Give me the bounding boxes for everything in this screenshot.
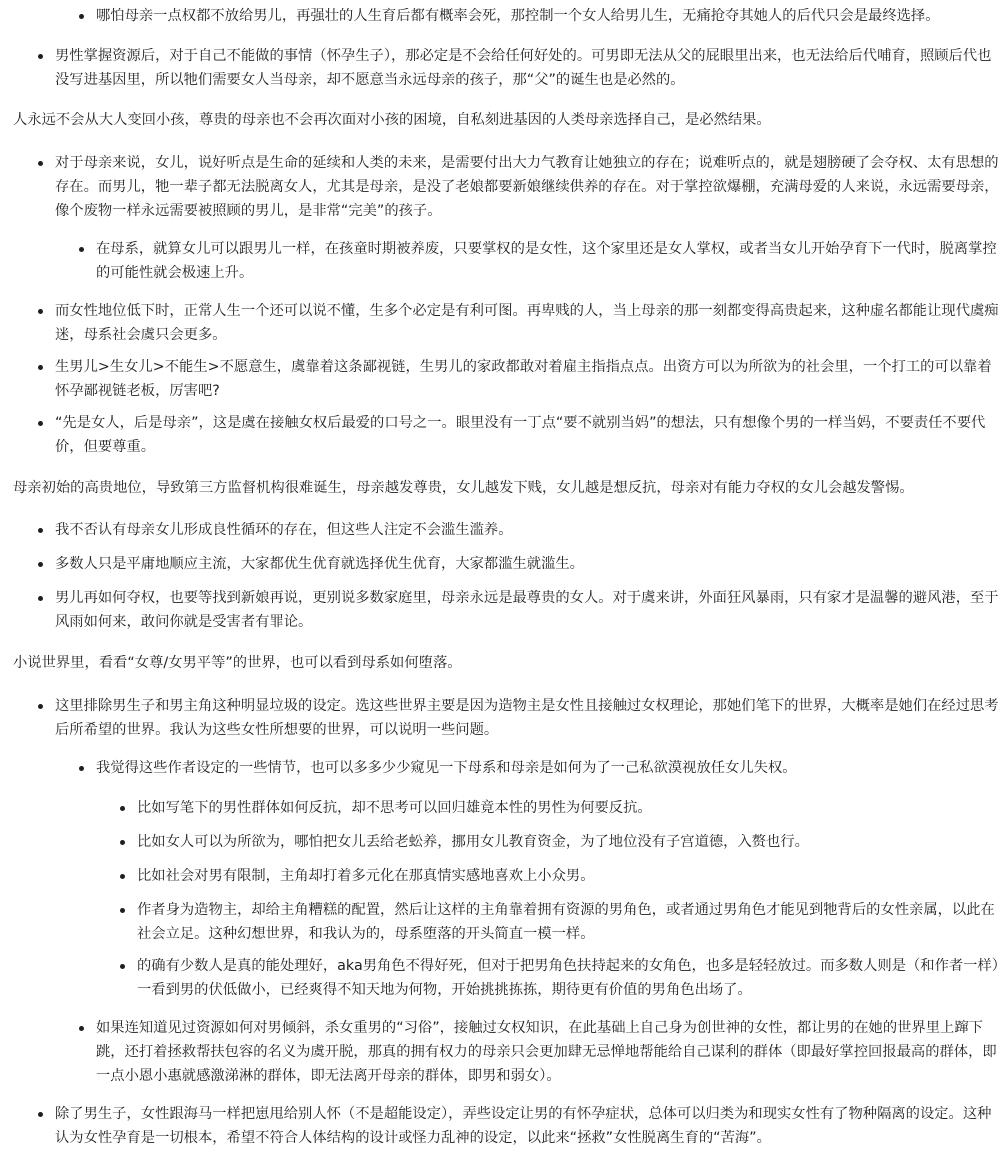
paragraph-text: 小说世界里，看看“女尊/女男平等”的世界，也可以看到母系如何堕落。	[13, 655, 462, 671]
paragraph-text: 人永远不会从大人变回小孩，尊贵的母亲也不会再次面对小孩的困境，自私刻进基因的人类母亲选择自己，是必然结果。	[13, 112, 771, 128]
list-item-level-1	[55, 151, 1003, 223]
bullet-icon	[79, 766, 84, 771]
list-item-level-1	[55, 586, 1003, 634]
paragraph	[13, 651, 1003, 675]
list-item-level-3	[137, 898, 1001, 946]
bullet-icon	[38, 1112, 43, 1117]
list-item-text: 比如女人可以为所欲为，哪怕把女儿丢给老蚣养，挪用女儿教育资金，为了地位没有子宫道德，入赘也行。	[137, 834, 809, 850]
list-item-level-2	[96, 4, 1001, 28]
list-item-text: 对于母亲来说，女儿，说好听点是生命的延续和人类的未来，是需要付出大力气教育让她独立的存在；说难听点的，就是翅膀硬了会夺权、太有思想的存在。而男儿，牠一辈子都无法脱离女人，尤其是母亲，是没了老娘都要新娘继续供养的存在。对于掌控欲爆棚，充满母爱的人来说，永远需要母亲，像个废物一样永远需要被照顾的男儿，是非常“完美”的孩子。	[55, 155, 999, 219]
bullet-icon	[38, 421, 43, 426]
bullet-icon	[38, 54, 43, 59]
bullet-icon	[38, 562, 43, 567]
bullet-icon	[38, 704, 43, 709]
bullet-icon	[38, 596, 43, 601]
list-item-text: 男性掌握资源后，对于自己不能做的事情（怀孕生子），那必定是不会给任何好处的。可男即无法从父的屁眼里出来，也无法给后代哺育，照顾后代也没写进基因里，所以牠们需要女人当母亲，却不愿意当永远母亲的孩子，那“父”的诞生也是必然的。	[55, 48, 992, 88]
list-item-level-3	[137, 864, 1001, 888]
list-item-text: 作者身为造物主，却给主角糟糕的配置，然后让这样的主角靠着拥有资源的男角色，或者通过男角色才能见到牠背后的女性亲属，以此在社会立足。这种幻想世界，和我认为的，母系堕落的开头简直一模一样。	[137, 902, 995, 942]
list-item-text: 我不否认有母亲女儿形成良性循环的存在，但这些人注定不会滥生滥养。	[55, 522, 513, 538]
bullet-icon	[120, 964, 125, 969]
list-item-level-1	[55, 44, 1003, 92]
list-item-level-1	[55, 411, 1003, 459]
list-item-level-1	[55, 299, 1003, 347]
list-item-text: 这里排除男生子和男主角这种明显垃圾的设定。选这些世界主要是因为造物主是女性且接触过女权理论，那她们笔下的世界，大概率是她们在经过思考后所希望的世界。我认为这些女性所想要的世界，可以说明一些问题。	[55, 698, 999, 738]
list-item-level-2	[96, 237, 1001, 285]
list-item-level-1	[55, 1102, 1003, 1150]
list-item-level-1	[55, 552, 1003, 576]
list-item-text: 我觉得这些作者设定的一些情节，也可以多多少少窥见一下母系和母亲是如何为了一己私欲漠视放任女儿失权。	[96, 760, 797, 776]
list-item-text: 除了男生子，女性跟海马一样把崽甩给别人怀（不是超能设定），弄些设定让男的有怀孕症状，总体可以归类为和现实女性有了物种隔离的设定。这种认为女性孕育是一切根本，希望不符合人体结构的设计或怪力乱神的设定，以此来“拯救”女性脱离生育的“苦海”。	[55, 1106, 992, 1146]
list-item-level-1	[55, 694, 1003, 742]
list-item-text: 的确有少数人是真的能处理好，aka男角色不得好死，但对于把男角色扶持起来的女角色，也多是轻轻放过。而多数人则是（和作者一样）一看到男的伏低做小，已经爽得不知天地为何物，开始挑挑拣拣，期待更有价值的男角色出场了。	[137, 958, 999, 998]
list-item-level-3	[137, 830, 1001, 854]
bullet-icon	[79, 247, 84, 252]
paragraph	[13, 108, 1003, 132]
bullet-icon	[79, 1026, 84, 1031]
list-item-level-3	[137, 954, 1001, 1002]
list-item-level-3	[137, 796, 1001, 820]
bullet-icon	[120, 874, 125, 879]
list-item-text: 生男儿>生女儿>不能生>不愿意生，虞靠着这条鄙视链，生男儿的家政都敢对着雇主指指点点。出资方可以为所欲为的社会里，一个打工的可以靠着怀孕鄙视链老板，厉害吧?	[55, 359, 992, 399]
list-item-level-1	[55, 518, 1003, 542]
list-item-text: 而女性地位低下时，正常人生一个还可以说不懂，生多个必定是有利可图。再卑贱的人，当上母亲的那一刻都变得高贵起来，这种虚名都能让现代虞痴迷，母系社会虞只会更多。	[55, 303, 999, 343]
list-item-text: 比如写笔下的男性群体如何反抗，却不思考可以回归雄竟本性的男性为何要反抗。	[137, 800, 652, 816]
paragraph	[13, 476, 1003, 500]
list-item-text: 多数人只是平庸地顺应主流，大家都优生优育就选择优生优育，大家都滥生就滥生。	[55, 556, 584, 572]
paragraph-text: 母亲初始的高贵地位，导致第三方监督机构很难诞生，母亲越发尊贵，女儿越发下贱，女儿越是想反抗，母亲对有能力夺权的女儿会越发警惕。	[13, 480, 914, 496]
list-item-level-1	[55, 355, 1003, 403]
list-item-level-2	[96, 1016, 1001, 1088]
list-item-text: 比如社会对男有限制，主角却打着多元化在那真情实感地喜欢上小众男。	[137, 868, 595, 884]
list-item-text: 男儿再如何夺权，也要等找到新娘再说，更别说多数家庭里，母亲永远是最尊贵的女人。对于虞来讲，外面狂风暴雨，只有家才是温馨的避风港，至于风雨如何来，敢问你就是受害者有罪论。	[55, 590, 999, 630]
bullet-icon	[120, 908, 125, 913]
bullet-icon	[38, 528, 43, 533]
list-item-text: 在母系，就算女儿可以跟男儿一样，在孩童时期被养废，只要掌权的是女性，这个家里还是女人掌权，或者当女儿开始孕育下一代时，脱离掌控的可能性就会极速上升。	[96, 241, 997, 281]
bullet-icon	[120, 806, 125, 811]
bullet-icon	[38, 161, 43, 166]
list-item-text: “先是女人，后是母亲”，这是虞在接触女权后最爱的口号之一。眼里没有一丁点“要不就别当妈”的想法，只有想像个男的一样当妈，不要责任不要代价，但要尊重。	[55, 415, 986, 455]
bullet-icon	[38, 365, 43, 370]
list-item-text: 哪怕母亲一点权都不放给男儿，再强壮的人生育后都有概率会死，那控制一个女人给男儿生，无痛抢夺其她人的后代只会是最终选择。	[96, 8, 940, 24]
bullet-icon	[38, 309, 43, 314]
list-item-level-2	[96, 756, 1001, 780]
list-item-text: 如果连知道见过资源如何对男倾斜，杀女重男的“习俗”，接触过女权知识，在此基础上自己身为创世神的女性，都让男的在她的世界里上蹿下跳，还打着拯救帮扶包容的名义为虞开脱，那真的拥有权力的母亲只会更加肆无忌惮地帮能给自己谋利的群体（即最好掌控回报最高的群体，即一点小恩小惠就感激涕淋的群体，即无法离开母亲的群体，即男和弱女）。	[96, 1020, 997, 1084]
bullet-icon	[120, 840, 125, 845]
bullet-icon	[79, 14, 84, 19]
